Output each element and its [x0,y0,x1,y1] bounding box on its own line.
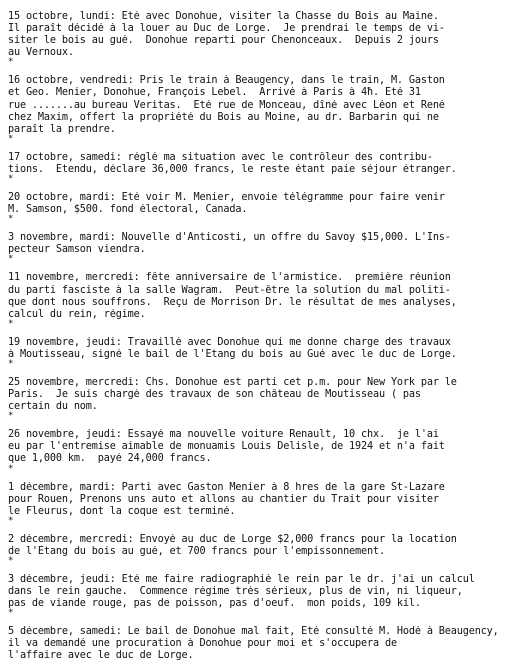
diary-entry [8,152,513,183]
diary-entry-line: 1 décembre, mardi: Parti avec Gaston Menier à 8 hres de la gare St-Lazare [8,481,445,493]
entry-separator-asterisk: * [8,411,14,422]
diary-entry-line: eu par l'entremise aimable de monuamis Louis Delisle, de 1924 et n'a fait [8,441,445,453]
entry-separator-asterisk: * [8,608,14,619]
diary-entry-line: pecteur Samson viendra. [8,244,146,256]
entry-separator-asterisk: * [8,133,14,144]
diary-entry-line: l'affaire avec le duc de Lorge. [8,650,194,662]
diary-entry-line: 20 octobre, mardi: Été voir M. Menier, envoie télégramme pour faire venir [8,192,445,204]
diary-entry-line: 15 octobre, lundi: Été avec Donohue, visiter la Chasse du Bois au Maine. [8,11,439,22]
diary-entry-line: le Fleurus, dont la coque est terminé. [8,505,236,517]
entry-separator-asterisk: * [8,214,14,225]
diary-entry [8,429,513,472]
diary-entry-line: 26 novembre, jeudi: Essayé ma nouvelle voiture Renault, 10 chx. je l'ai [8,429,439,441]
diary-entry [8,192,513,223]
diary-entry-line: 16 octobre, vendredi: Pris le train à Beaugency, dans le train, M. Gaston [8,75,445,87]
diary-entry-line: 17 octobre, samedi: réglé ma situation avec le contrôleur des contribu- [8,151,433,163]
diary-entry [8,534,513,565]
diary-entry-line: 25 novembre, mercredi: Chs. Donohue est parti cet p.m. pour New York par le [8,376,457,388]
diary-entry-line: calcul du rein, régime. [8,308,146,320]
diary-entry-line: il va demandé une procuration à Donohue pour moi et s'occupera de [8,638,397,650]
diary-entry-line: chez Maxim, offert la propriété du Bois au Moine, au dr. Barbarin qui ne [8,111,439,123]
diary-entry-line: siter le bois au gué. Donohue reparti pour Chenonceaux. Depuis 2 jours [8,35,439,47]
diary-entry-line: que dont nous souffrons. Reçu de Morrison Dr. le résultat de mes analyses, [8,296,457,308]
diary-entry [8,11,513,66]
diary-entry-line: et Geo. Menier, Donohue, François Lebel. Arrivé à Paris à 4ħ. Été 31 [8,87,421,99]
entry-separator-asterisk: * [8,174,14,185]
diary-entry-line: Il paraît décidé à la louer au Duc de Lorge. Je prendrai le temps de vi- [8,23,445,35]
diary-entry [8,75,513,142]
diary-entry-line: à Moutisseau, signé le bail de l'Étang du bois au Gué avec le duc de Lorge. [8,348,457,360]
diary-entry-line: du parti fasciste à la salle Wagram. Peut-être la solution du mal politi- [8,284,451,296]
entry-separator-asterisk: * [8,254,14,265]
diary-entry-line: M. Samson, $500. fond électoral, Canada. [8,204,248,216]
diary-entry-line: 2 décembre, mercredi: Envoyé au duc de Lorge $2,000 francs pour la location [8,533,457,545]
diary-entry-line: pour Rouen, Prenons uns auto et allons au chantier du Trait pour visiter [8,493,439,505]
diary-entry [8,626,513,662]
diary-entry-line: certain du nom. [8,401,98,413]
diary-entry-line: rue .......au bureau Veritas. Été rue de Monceau, dîné avec Léon et René [8,99,445,111]
entry-separator-asterisk: * [8,57,14,68]
diary-entry-line: 5 décembre, samedi: Le bail de Donohue mal fait, Été consulté M. Hodé à Beaugency, [8,626,499,638]
diary-entry-line: Paris. Je suis chargé des travaux de son château de Moutisseau ( pas [8,389,421,401]
diary-entry [8,574,513,617]
entry-separator-asterisk: * [8,556,14,566]
diary-entry-line: tions. Etendu, déclare 36,000 francs, le reste étant paie séjour étranger. [8,163,457,175]
entry-separator-asterisk: * [8,358,14,369]
diary-entry-line: que 1,000 km. payé 24,000 francs. [8,453,212,465]
diary-entry-line: 3 décembre, jeudi: Été me faire radiographié le rein par le dr. j'ai un calcul [8,574,475,585]
diary-entry [8,272,513,327]
diary-entry-line: dans le rein gauche. Commence régime très sérieux, plus de vin, ni liqueur, [8,586,463,598]
diary-entry-line: 19 novembre, jeudi: Travaillé avec Donohue qui me donne charge des travaux [8,336,451,348]
diary-entry-line: 3 novembre, mardi: Nouvelle d'Anticosti, un offre du Savoy $15,000. L'Ins- [8,232,451,244]
entry-separator-asterisk: * [8,318,14,329]
diary-entry-line: paraît la prendre. [8,123,116,135]
diary-entry-line: de l'Étang du bois au gué, et 700 francs pour l'empissonnement. [8,545,385,557]
diary-entry-line: 11 novembre, mercredi: fête anniversaire de l'armistice. première réunion [8,272,451,284]
diary-entries [8,11,513,663]
diary-entry [8,377,513,420]
diary-entry [8,232,513,263]
entry-separator-asterisk: * [8,515,14,526]
entry-separator-asterisk: * [8,463,14,474]
diary-entry [8,337,513,368]
diary-entry [8,482,513,525]
diary-entry-line: au Vernoux. [8,47,74,59]
diary-entry-line: pas de viande rouge, pas de poisson, pas d'oeuf. mon poids, 109 kil. [8,598,421,610]
